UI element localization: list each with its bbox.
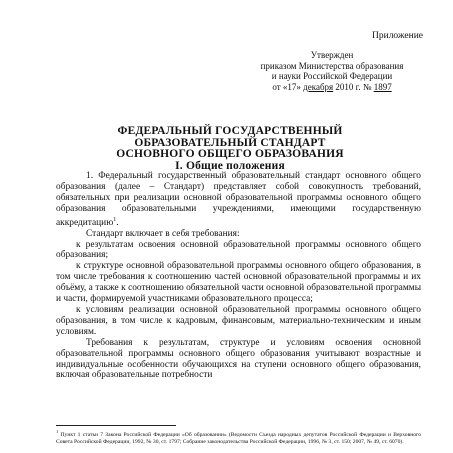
approval-line-3: и науки Российской Федерации [271, 71, 393, 81]
approval-date-line [232, 82, 432, 93]
approval-line-2: приказом Министерства образования [260, 60, 404, 71]
footnote-mark: 1 [56, 429, 59, 434]
approval-order-number: 1897 [373, 81, 392, 92]
paragraph-2: Стандарт включает в себя требования: [86, 228, 240, 239]
heading-line-1: ФЕДЕРАЛЬНЫЙ ГОСУДАРСТВЕННЫЙ [117, 125, 343, 137]
document-heading [60, 126, 400, 172]
section-title: I. Общие положения [175, 159, 285, 172]
paragraph-4: к структуре основной образовательной программы основного общего образования, в том числе требования к соотношению частей основной образовательной программы и их объёму, а также к соотношению обязательной части основной образовательной программы и части, формируемой участниками образовательного процесса; [56, 261, 421, 305]
paragraph-6: Требования к результатам, структуре и условиям освоения основной образовательной программы основного общего образования учитывают возрастные и индивидуальные особенности обучающихся на ступени основного общего образования, включая образовательные потребности [56, 337, 421, 381]
approval-date-month: декабря [303, 81, 334, 92]
document-body [56, 171, 421, 381]
footnote-reference: 1 [113, 216, 117, 223]
footnote-divider [56, 425, 176, 426]
approval-date-prefix: от «17» [272, 81, 301, 92]
footnote-text: Пункт 1 статьи 7 Закона Российской Федерации «Об образовании» (Ведомости Съезда народных депутатов Российской Федерации и Верховного Совета Российской Федерации, 1992, № 30, ст. 1797; Собрание законодательства Российской Федерации, 1996, № 3, ст. 150; 2007, № 49, ст. 6070). [56, 431, 421, 446]
paragraph-3: к результатам освоения основной образовательной программы основного общего образования; [56, 239, 421, 261]
heading-line-3: ОСНОВНОГО ОБЩЕГО ОБРАЗОВАНИЯ [116, 148, 344, 160]
approval-block [232, 50, 432, 92]
appendix-label: Приложение [372, 31, 423, 41]
footnote [56, 428, 421, 447]
paragraph-5: к условиям реализации основной образовательной программы основного общего образования, в том числе к кадровым, финансовым, материально-техническим и иным условиям. [56, 305, 421, 337]
paragraph-1-end: . [116, 217, 119, 228]
paragraph-1-text: 1. Федеральный государственный образовательный стандарт основного общего образования (далее – Стандарт) представляет собой совокупность требований, обязательных при реализации основной образовательной программы основного общего образования образовательными учреждениями, имеющими государственную аккредитацию [56, 171, 421, 228]
approval-line-1: Утвержден [310, 50, 354, 60]
heading-line-2: ОБРАЗОВАТЕЛЬНЫЙ СТАНДАРТ [134, 136, 326, 149]
approval-date-year: 2010 г. № [335, 81, 372, 92]
paragraph-1 [56, 171, 421, 229]
